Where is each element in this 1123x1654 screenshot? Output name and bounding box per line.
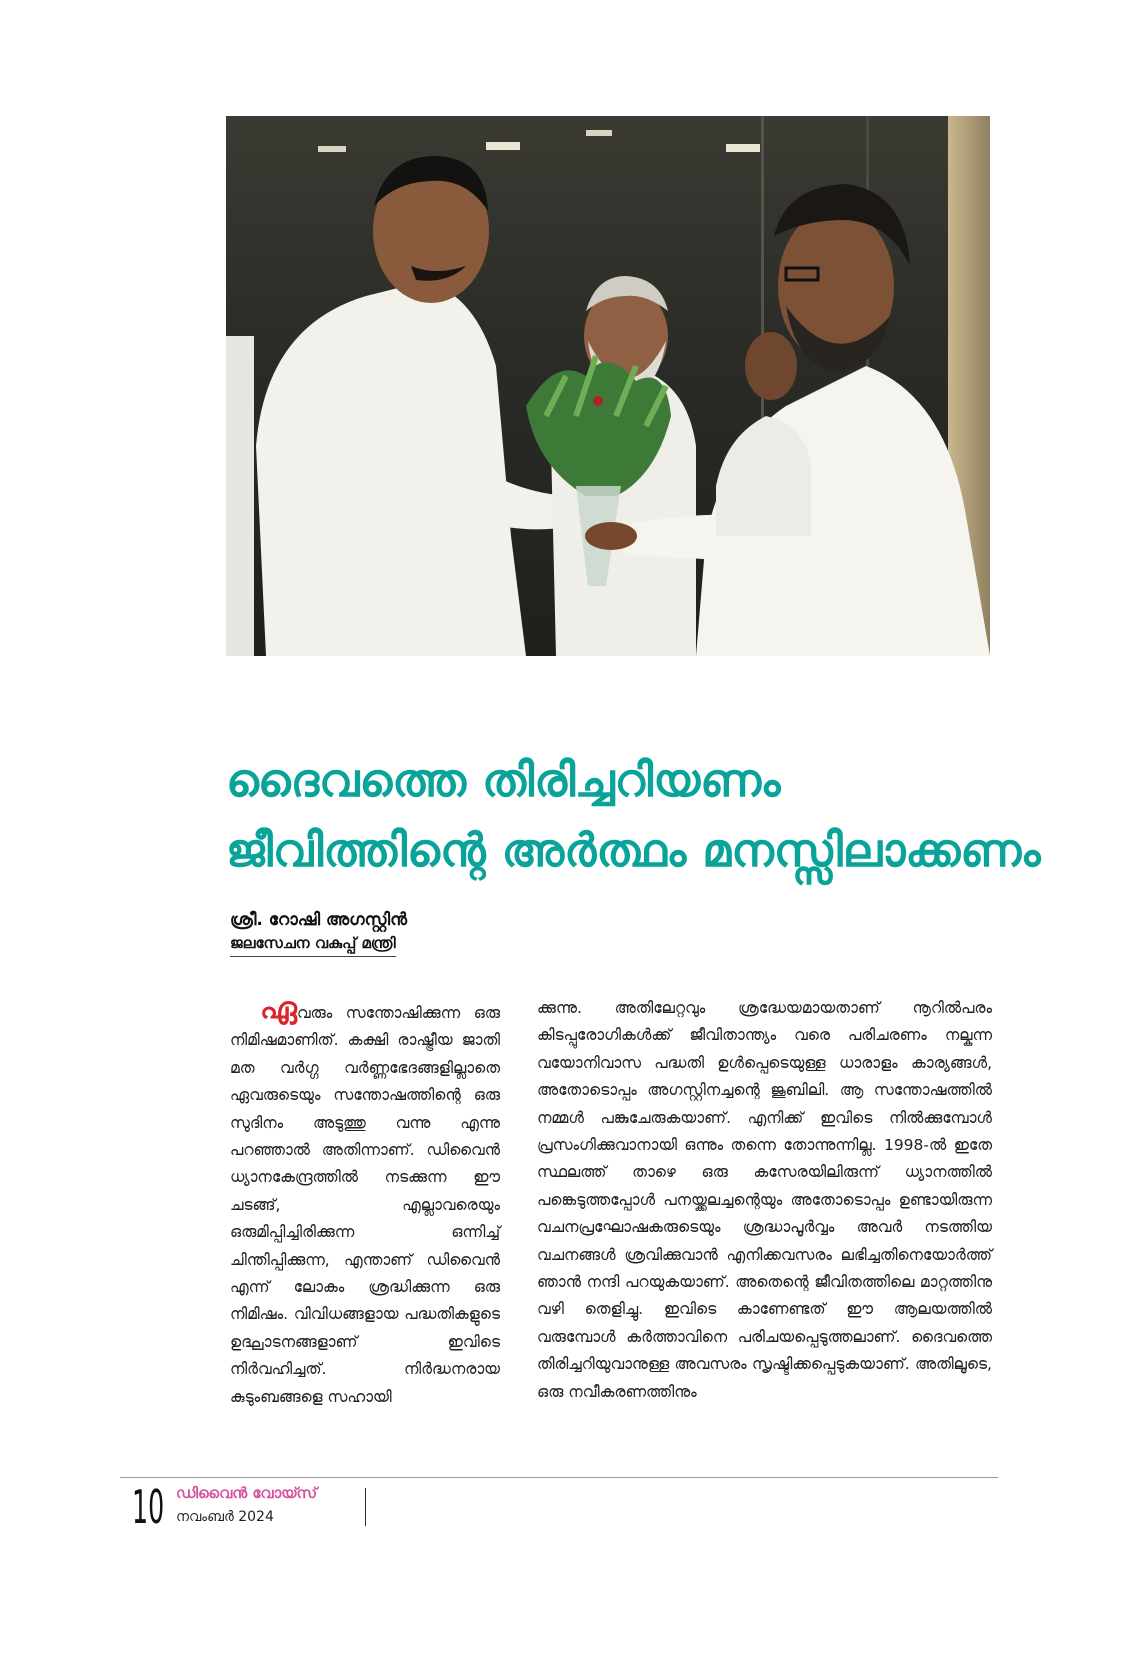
author-name: ശ്രീ. റോഷി അഗസ്റ്റിൻ	[230, 910, 407, 930]
article-column-left	[230, 991, 500, 1411]
left-column-text: വരും സന്തോഷിക്കുന്ന ഒരു നിമിഷമാണിത്. കക്ഷി രാഷ്ട്രീയ ജാതി മത വർഗ്ഗ വർണ്ണഭേദങ്ങളില്ലാതെ ഏവരുടെയും സന്തോഷത്തിന്റെ ഒരു സുദിനം അടുത്തു വന്നു എന്നു പറഞ്ഞാൽ അതിന്നാണ്. ഡിവൈൻ ധ്യാനകേന്ദ്രത്തിൽ നടക്കുന്ന ഈ ചടങ്ങ്, എല്ലാവരെയും ഒരുമിപ്പിച്ചിരിക്കുന്ന ഒന്നിച്ച് ചിന്തിപ്പിക്കുന്ന, എന്താണ് ഡിവൈൻ എന്ന് ലോകം ശ്രദ്ധിക്കുന്ന ഒരു നിമിഷം. വിവിധങ്ങളായ പദ്ധതികളുടെ ഉദ്ഘാടനങ്ങളാണ് ഇവിടെ നിർവഹിച്ചത്. നിർദ്ധനരായ കുടുംബങ്ങളെ സഹായി	[230, 1004, 500, 1406]
footer-divider	[365, 1488, 366, 1526]
headline-line-1: ദൈവത്തെ തിരിച്ചറിയണം	[226, 753, 781, 807]
page-number: 10	[132, 1480, 165, 1534]
author-designation: ജലസേചന വകുപ്പ് മന്ത്രി	[230, 932, 396, 957]
magazine-name: ഡിവൈൻ വോയ്സ്	[176, 1484, 318, 1502]
article-photo	[226, 116, 990, 656]
footer-rule	[120, 1477, 998, 1478]
article-headline	[226, 745, 1041, 885]
dropcap: ഏ	[260, 991, 297, 1026]
left-column-paragraph	[230, 991, 500, 1411]
right-column-text: ക്കുന്നു. അതിലേറ്റവും ശ്രദ്ധേയമായതാണ് നൂറിൽപരം കിടപ്പുരോഗികൾക്ക് ജീവിതാന്ത്യം വരെ പരിചരണം നല്കുന്ന വയോനിവാസ പദ്ധതി ഉൾപ്പെടെയുള്ള ധാരാളം കാര്യങ്ങൾ, അതോടൊപ്പം അഗസ്റ്റിനച്ചന്റെ ജൂബിലി. ആ സന്തോഷത്തിൽ നമ്മൾ പങ്കുചേരുകയാണ്. എനിക്ക് ഇവിടെ നിൽക്കുമ്പോൾ പ്രസംഗിക്കുവാനായി ഒന്നും തന്നെ തോന്നുന്നില്ല. 1998-ൽ ഇതേ സ്ഥലത്ത് താഴെ ഒരു കസേരയിലിരുന്ന് ധ്യാനത്തിൽ പങ്കെടുത്തപ്പോൾ പനയ്ക്കലച്ചന്റെയും അതോടൊപ്പം ഉണ്ടായിരുന്ന വചനപ്രഘോഷകരുടെയും ശ്രദ്ധാപൂർവ്വം അവർ നടത്തിയ വചനങ്ങൾ ശ്രവിക്കുവാൻ എനിക്കവസരം ലഭിച്ചതിനെയോർത്ത് ഞാൻ നന്ദി പറയുകയാണ്. അതെന്റെ ജീവിതത്തിലെ മാറ്റത്തിനു വഴി തെളിച്ചു. ഇവിടെ കാണേണ്ടത് ഈ ആലയത്തിൽ വരുമ്പോൾ കർത്താവിനെ പരിചയപ്പെടുത്തലാണ്. ദൈവത്തെ തിരിച്ചറിയുവാനുള്ള അവസരം സൃഷ്ടിക്കപ്പെടുകയാണ്. അതിലൂടെ, ഒരു നവീകരണത്തിനും	[537, 999, 992, 1401]
article-column-right	[537, 995, 992, 1406]
magazine-issue: നവംബർ 2024	[176, 1509, 274, 1525]
photo-illustration	[226, 116, 990, 656]
byline	[230, 908, 530, 957]
headline-line-2: ജീവിത്തിന്റെ അർത്ഥം മനസ്സിലാക്കണം	[226, 823, 1041, 877]
